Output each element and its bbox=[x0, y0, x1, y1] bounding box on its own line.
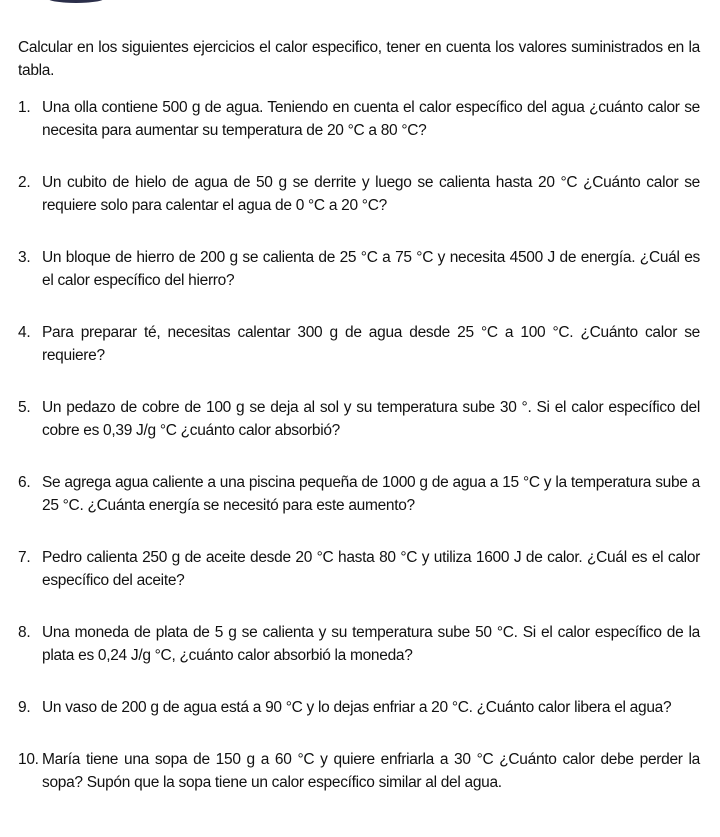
item-number: 9. bbox=[18, 699, 31, 716]
exercise-item bbox=[18, 696, 700, 719]
item-text: Para preparar té, necesitas calentar 300 g de agua desde 25 °C a 100 °C. ¿Cuánto calor se requiere? bbox=[42, 324, 700, 364]
item-number: 5. bbox=[18, 399, 31, 416]
exercise-item bbox=[18, 546, 700, 592]
exercise-item bbox=[18, 321, 700, 367]
exercise-item bbox=[18, 96, 700, 142]
item-number: 7. bbox=[18, 549, 31, 566]
item-text: Un cubito de hielo de agua de 50 g se derrite y luego se calienta hasta 20 °C ¿Cuánto calor se requiere solo para calentar el agua de 0 °C a 20 °C? bbox=[42, 174, 700, 214]
exercise-list bbox=[18, 96, 700, 794]
item-number: 3. bbox=[18, 249, 31, 266]
exercise-item bbox=[18, 396, 700, 442]
item-text: María tiene una sopa de 150 g a 60 °C y quiere enfriarla a 30 °C ¿Cuánto calor debe perder la sopa? Supón que la sopa tiene un calor específico similar al del agua. bbox=[42, 751, 700, 791]
exercise-item bbox=[18, 471, 700, 517]
item-text: Se agrega agua caliente a una piscina pequeña de 1000 g de agua a 15 °C y la temperatura sube a 25 °C. ¿Cuánta energía se necesitó para este aumento? bbox=[42, 474, 700, 514]
exercise-item bbox=[18, 246, 700, 292]
item-number: 8. bbox=[18, 624, 31, 641]
exercise-document bbox=[18, 36, 700, 823]
item-number: 4. bbox=[18, 324, 31, 341]
exercise-item bbox=[18, 621, 700, 667]
item-number: 10. bbox=[18, 751, 39, 768]
item-text: Un vaso de 200 g de agua está a 90 °C y lo dejas enfriar a 20 °C. ¿Cuánto calor libera el agua? bbox=[42, 699, 672, 716]
item-text: Un bloque de hierro de 200 g se calienta de 25 °C a 75 °C y necesita 4500 J de energía. ¿Cuál es el calor específico del hierro? bbox=[42, 249, 700, 289]
item-text: Una moneda de plata de 5 g se calienta y su temperatura sube 50 °C. Si el calor específico de la plata es 0,24 J/g °C, ¿cuánto calor absorbió la moneda? bbox=[42, 624, 700, 664]
exercise-item bbox=[18, 171, 700, 217]
exercise-item bbox=[18, 748, 700, 794]
item-text: Un pedazo de cobre de 100 g se deja al sol y su temperatura sube 30 °. Si el calor específico del cobre es 0,39 J/g °C ¿cuánto calor absorbió? bbox=[42, 399, 700, 439]
item-text: Pedro calienta 250 g de aceite desde 20 °C hasta 80 °C y utiliza 1600 J de calor. ¿Cuál es el calor específico del aceite? bbox=[42, 549, 700, 589]
decorative-arc bbox=[48, 0, 104, 3]
item-number: 6. bbox=[18, 474, 31, 491]
instructions: Calcular en los siguientes ejercicios el calor especifico, tener en cuenta los valores suministrados en la tabla. bbox=[18, 39, 700, 79]
item-number: 2. bbox=[18, 174, 31, 191]
item-number: 1. bbox=[18, 99, 31, 116]
item-text: Una olla contiene 500 g de agua. Teniendo en cuenta el calor específico del agua ¿cuánto calor se necesita para aumentar su temperatura de 20 °C a 80 °C? bbox=[42, 99, 700, 139]
